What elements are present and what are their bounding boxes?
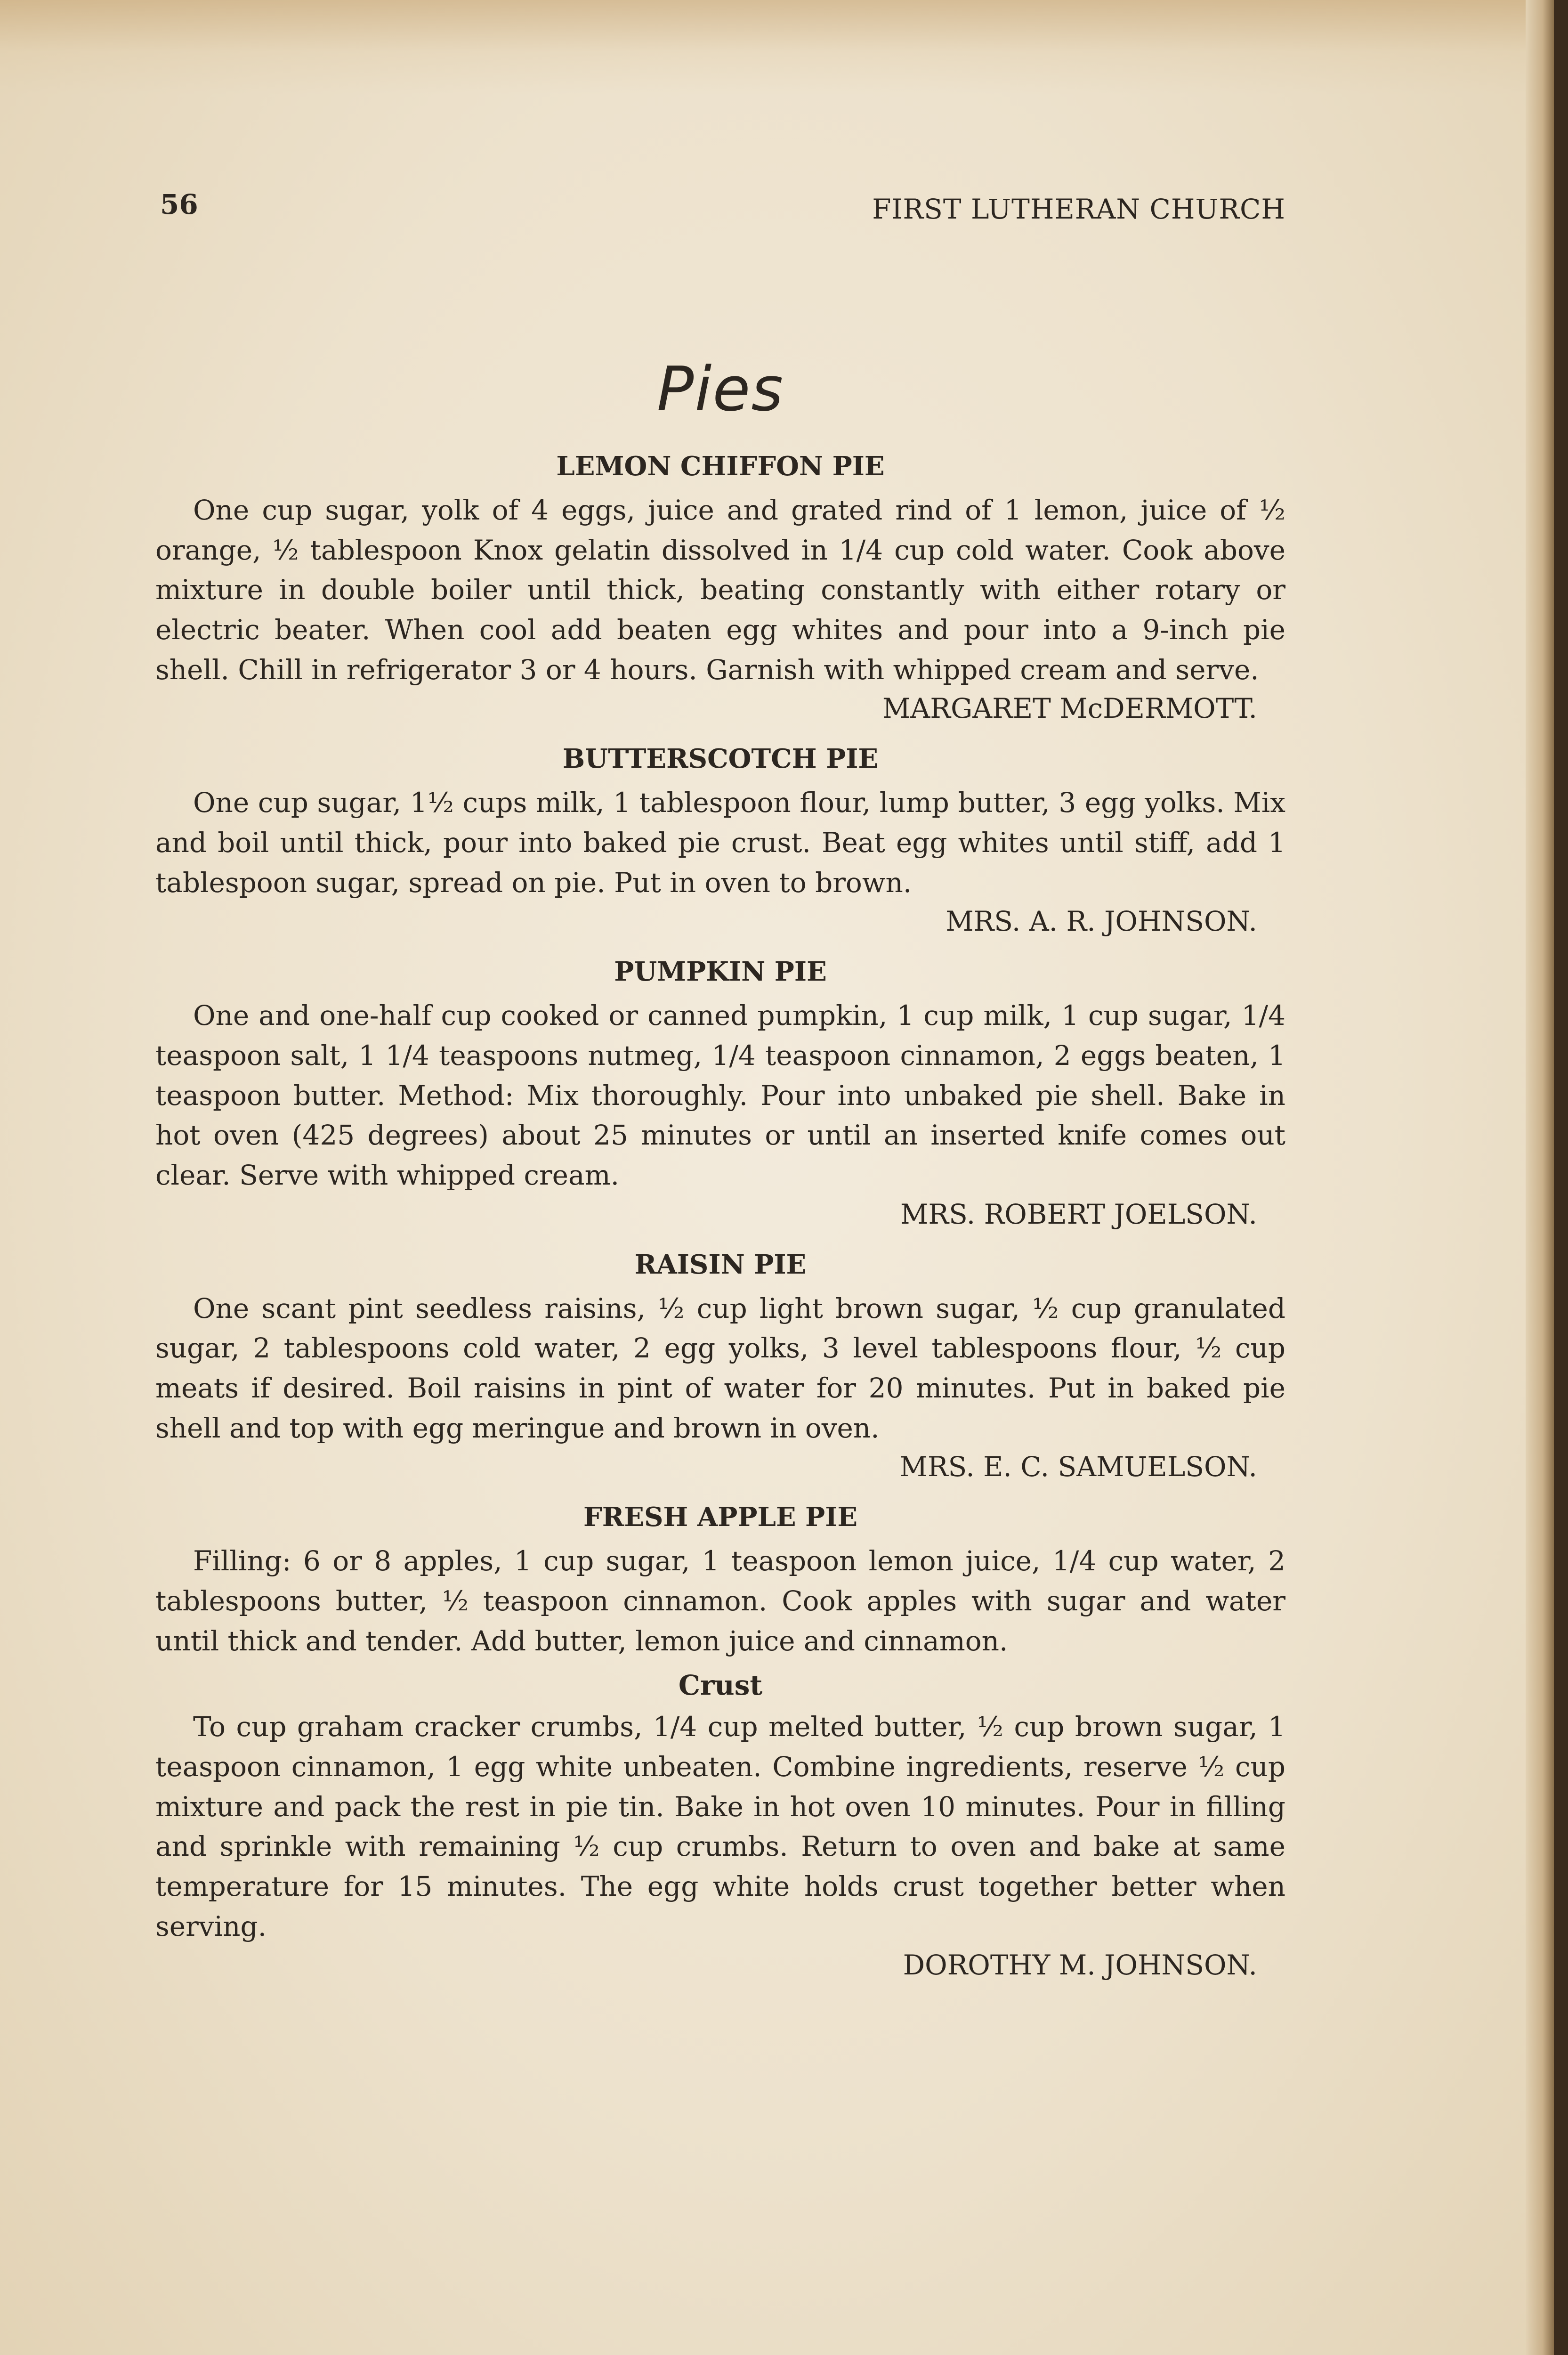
recipe-contributor: MRS. A. R. JOHNSON. (946, 905, 1257, 938)
running-head: FIRST LUTHERAN CHURCH (872, 193, 1285, 225)
recipe-contributor: DOROTHY M. JOHNSON. (903, 1949, 1257, 1981)
crust-heading: Crust (678, 1669, 763, 1702)
page-edge (1526, 0, 1554, 2355)
recipe-crust-text: To cup graham cracker crumbs, 1/4 cup melted butter, ½ cup brown sugar, 1 teaspoon cinnamon, 1 egg white unbeaten. Combine ingredients, reserve ½ cup mixture and pack the rest in pie tin. Bake in hot oven 10 minutes. Pour in filling and sprinkle with remaining ½ cup crumbs. Return to oven and bake at same temperature for 15 minutes. The egg white holds crust together better when serving. (155, 1711, 1285, 1942)
recipe-contributor: MARGARET McDERMOTT. (882, 692, 1257, 725)
recipe-pumpkin-pie (155, 956, 1285, 1230)
recipe-contributor: MRS. E. C. SAMUELSON. (899, 1451, 1257, 1483)
recipe-title: LEMON CHIFFON PIE (556, 451, 885, 482)
recipe-butterscotch-pie (155, 743, 1285, 937)
recipe-raisin-pie (155, 1249, 1285, 1483)
recipe-contributor: MRS. ROBERT JOELSON. (900, 1198, 1257, 1230)
recipe-text: One cup sugar, 1½ cups milk, 1 tablespoon flour, lump butter, 3 egg yolks. Mix and boil until thick, pour into baked pie crust. Beat egg whites until stiff, add 1 tablespoon sugar, spread on pie. Put in oven to brown. (155, 787, 1285, 899)
recipe-title: PUMPKIN PIE (614, 956, 827, 988)
recipe-text: One scant pint seedless raisins, ½ cup light brown sugar, ½ cup granulated sugar, 2 tablespoons cold water, 2 egg yolks, 3 level tablespoons flour, ½ cup meats if desired. Boil raisins in pint of water for 20 minutes. Put in baked pie shell and top with egg meringue and brown in oven. (155, 1292, 1285, 1444)
recipe-lemon-chiffon-pie (155, 451, 1285, 724)
section-title: Pies (656, 353, 784, 425)
page-header (155, 188, 1285, 240)
recipe-title: RAISIN PIE (634, 1249, 807, 1280)
page-content (155, 188, 1285, 2000)
recipe-text: One and one-half cup cooked or canned pumpkin, 1 cup milk, 1 cup sugar, 1/4 teaspoon salt, 1 1/4 teaspoons nutmeg, 1/4 teaspoon cinnamon, 2 eggs beaten, 1 teaspoon butter. Method: Mix thoroughly. Pour into unbaked pie shell. Bake in hot oven (425 degrees) about 25 minutes or until an inserted knife comes out clear. Serve with whipped cream. (155, 999, 1285, 1192)
recipe-filling-text: Filling: 6 or 8 apples, 1 cup sugar, 1 teaspoon lemon juice, 1/4 cup water, 2 tablespoons butter, ½ teaspoon cinnamon. Cook apples with sugar and water until thick and tender. Add butter, lemon juice and cinnamon. (155, 1545, 1285, 1657)
page-number: 56 (160, 188, 198, 220)
water-stain (0, 0, 1554, 94)
recipe-title: FRESH APPLE PIE (583, 1502, 858, 1533)
recipe-text: One cup sugar, yolk of 4 eggs, juice and grated rind of 1 lemon, juice of ½ orange, ½ tablespoon Knox gelatin dissolved in 1/4 cup cold water. Cook above mixture in double boiler until thick, beating constantly with either rotary or electric beater. When cool add beaten egg whites and pour into a 9-inch pie shell. Chill in refrigerator 3 or 4 hours. Garnish with whipped cream and serve. (155, 494, 1285, 686)
recipe-title: BUTTERSCOTCH PIE (562, 743, 879, 775)
recipe-fresh-apple-pie (155, 1502, 1285, 1981)
